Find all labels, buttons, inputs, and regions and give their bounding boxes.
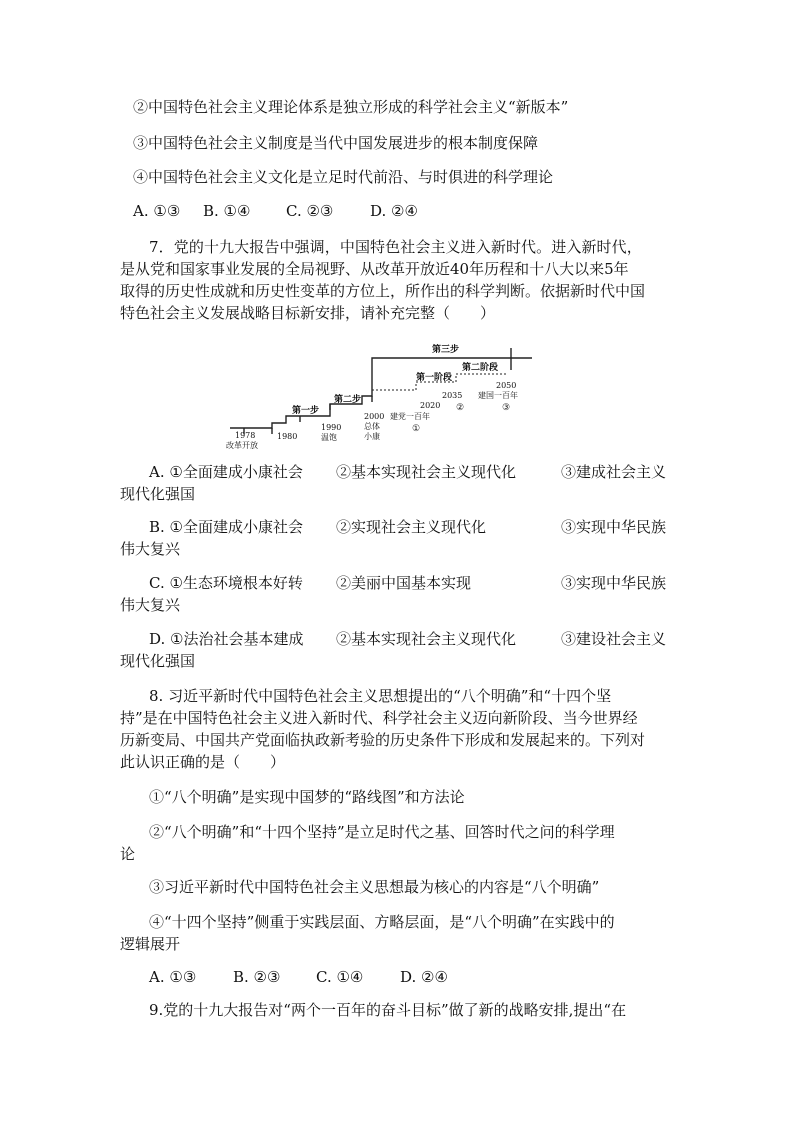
- q8-answer-c: C. ①④: [316, 968, 364, 986]
- fig-1978: 1978: [235, 431, 256, 440]
- q8-line-1: 8. 习近平新时代中国特色社会主义思想提出的“八个明确”和“十四个坚: [149, 687, 612, 705]
- q8-statement-2: ②“八个明确”和“十四个坚持”是立足时代之基、回答时代之问的科学理: [149, 823, 615, 841]
- answer-d: D. ②④: [370, 202, 418, 220]
- q7-option-d-part4: 现代化强国: [120, 652, 196, 670]
- q8-statement-4-cont: 逻辑展开: [120, 935, 181, 953]
- fig-1980: 1980: [277, 432, 298, 441]
- q8-line-2: 持”是在中国特色社会主义进入新时代、科学社会主义迈向新阶段、当今世界经: [120, 709, 638, 727]
- fig-step2: 第二步: [334, 395, 362, 405]
- q7-line-3: 取得的历史性成就和历史性变革的方位上，所作出的科学判断。依据新时代中国: [120, 282, 646, 300]
- fig-circle3: ③: [502, 403, 511, 413]
- q7-option-a-part1: A. ①全面建成小康社会: [149, 463, 303, 481]
- development-staircase-figure: [226, 340, 536, 458]
- q8-answer-a: A. ①③: [149, 968, 197, 986]
- q8-statement-4: ④“十四个坚持”侧重于实践层面、方略层面，是“八个明确”在实践中的: [149, 913, 615, 931]
- fig-step1: 第一步: [292, 406, 320, 416]
- q9-line-1: 9.党的十九大报告对“两个一百年的奋斗目标”做了新的战略安排,提出“在: [149, 1001, 627, 1019]
- answer-b: B. ①④: [203, 202, 251, 220]
- fig-stage1: 第一阶段: [416, 373, 453, 383]
- q8-answer-b: B. ②③: [233, 968, 281, 986]
- fig-stage2: 第二阶段: [462, 363, 499, 373]
- q7-option-b-part3: ③实现中华民族: [561, 518, 667, 536]
- fig-1990: 1990: [321, 423, 342, 432]
- fig-2035: 2035: [442, 391, 463, 400]
- q7-option-d-part1: D. ①法治社会基本建成: [149, 630, 304, 648]
- fig-zongti: 总体: [364, 422, 380, 431]
- q7-option-c-part4: 伟大复兴: [120, 596, 181, 614]
- q7-option-a-part2: ②基本实现社会主义现代化: [336, 463, 517, 481]
- q8-line-4: 此认识正确的是（ ）: [120, 753, 286, 771]
- answer-c: C. ②③: [286, 202, 334, 220]
- q7-option-d-part2: ②基本实现社会主义现代化: [336, 630, 517, 648]
- q7-option-a-part3: ③建成社会主义: [561, 463, 667, 481]
- q7-option-d-part3: ③建设社会主义: [561, 630, 667, 648]
- fig-step3: 第三步: [432, 345, 460, 355]
- statement-4: ④中国特色社会主义文化是立足时代前沿、与时俱进的科学理论: [133, 168, 554, 186]
- q7-option-b-part4: 伟大复兴: [120, 540, 181, 558]
- q8-statement-3: ③习近平新时代中国特色社会主义思想最为核心的内容是“八个明确”: [149, 878, 600, 896]
- fig-wenbao: 温饱: [321, 433, 337, 442]
- q7-option-c-part1: C. ①生态环境根本好转: [149, 574, 303, 592]
- q7-option-b-part2: ②实现社会主义现代化: [336, 518, 487, 536]
- q7-option-b-part1: B. ①全面建成小康社会: [149, 518, 304, 536]
- fig-nation100: 建国一百年: [478, 391, 518, 400]
- q7-line-4: 特色社会主义发展战略目标新安排，请补充完整（ ）: [120, 304, 496, 322]
- fig-party100: 建党一百年: [390, 412, 430, 421]
- fig-2050: 2050: [496, 381, 517, 390]
- q8-answer-d: D. ②④: [400, 968, 448, 986]
- statement-2: ②中国特色社会主义理论体系是独立形成的科学社会主义“新版本”: [133, 98, 569, 116]
- q7-line-2: 是从党和国家事业发展的全局视野、从改革开放近40年历程和十八大以来5年: [120, 260, 629, 278]
- q8-statement-2-cont: 论: [120, 845, 136, 863]
- fig-2020: 2020: [420, 401, 441, 410]
- fig-xiaokang: 小康: [364, 432, 380, 441]
- q7-line-1: 7．党的十九大报告中强调，中国特色社会主义进入新时代。进入新时代，: [149, 238, 642, 256]
- answer-a: A. ①③: [133, 202, 181, 220]
- q7-option-c-part2: ②美丽中国基本实现: [336, 574, 472, 592]
- fig-circle1: ①: [412, 424, 421, 434]
- q7-option-c-part3: ③实现中华民族: [561, 574, 667, 592]
- fig-reform: 改革开放: [226, 441, 258, 450]
- q7-option-a-part4: 现代化强国: [120, 485, 196, 503]
- q8-statement-1: ①“八个明确”是实现中国梦的“路线图”和方法论: [149, 788, 465, 806]
- fig-circle2: ②: [456, 403, 465, 413]
- q8-line-3: 历新变局、中国共产党面临执政新考验的历史条件下形成和发展起来的。下列对: [120, 731, 646, 749]
- fig-2000: 2000: [364, 412, 385, 421]
- statement-3: ③中国特色社会主义制度是当代中国发展进步的根本制度保障: [133, 134, 539, 152]
